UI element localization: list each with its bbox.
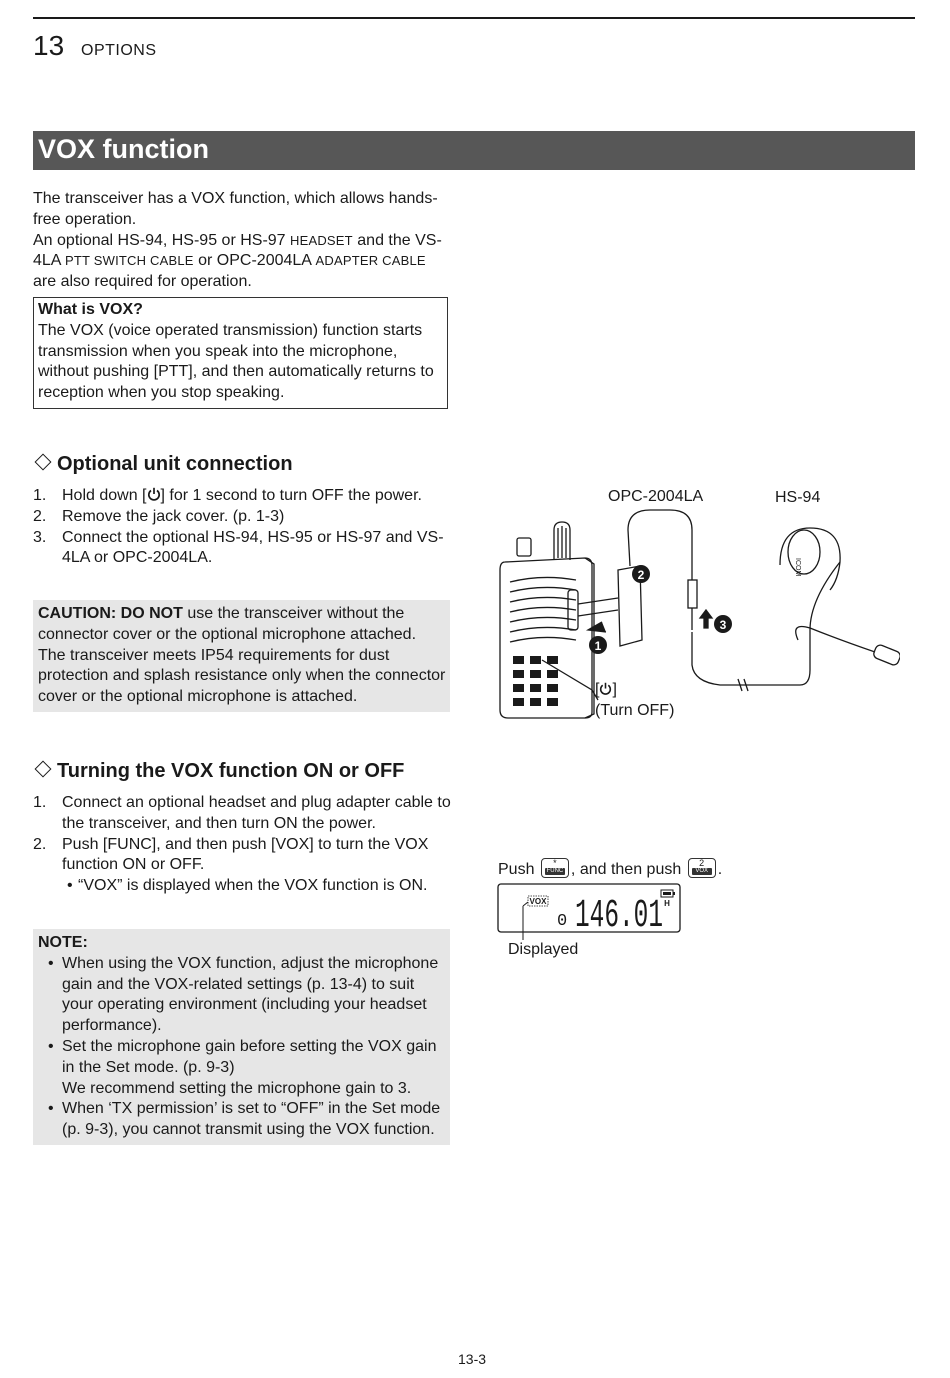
page-number: 13-3 xyxy=(458,1351,487,1367)
displayed-label: Displayed xyxy=(508,941,579,958)
lcd-power-indicator: H xyxy=(664,899,670,908)
adapter-cable-smallcaps: ADAPTER CABLE xyxy=(315,253,426,269)
lcd-vox-indicator: VOX xyxy=(529,897,547,906)
svg-text:3: 3 xyxy=(719,618,727,632)
adapter-label: OPC-2004LA xyxy=(608,488,704,505)
power-icon xyxy=(147,487,161,502)
chapter-number: 13 xyxy=(33,30,65,61)
section-title: VOX function xyxy=(38,134,209,164)
func-key-icon: * FUNC xyxy=(541,858,569,878)
speaker-grille xyxy=(510,577,576,642)
note-list xyxy=(38,954,446,1141)
what-is-vox-box xyxy=(33,297,448,409)
power-button-label: [ ] (Turn OFF) xyxy=(595,681,675,719)
headset-boom xyxy=(796,627,875,653)
callout-3 xyxy=(714,615,732,633)
vox-key-icon: 2 VOX xyxy=(688,858,716,878)
diamond-icon xyxy=(35,454,52,471)
headset-mic xyxy=(872,644,900,667)
list-item: • When ‘TX permission’ is set to “OFF” in the Set mode (p. 9-3), you cannot transmit using the VOX function. xyxy=(48,1100,441,1139)
lcd-frequency: 146.01 xyxy=(575,894,663,939)
svg-text:2: 2 xyxy=(637,568,645,582)
ptt-cable-smallcaps: PTT SWITCH CABLE xyxy=(65,253,194,269)
headset-plug xyxy=(688,580,697,608)
list-item: • Set the microphone gain before setting the VOX gain in the Set mode. (p. 9-3) We recommend setting the microphone gain to 3. xyxy=(48,1037,437,1097)
step-bullet: • “VOX” is displayed when the VOX function is ON. xyxy=(67,877,428,895)
list-item: 1. Connect an optional headset and plug adapter cable to the transceiver, and then turn ON the power. xyxy=(33,794,451,832)
intro-paragraph xyxy=(33,189,453,293)
lcd-display xyxy=(495,882,685,940)
push-instruction: Push * FUNC , and then push 2 VOX . xyxy=(498,858,723,878)
headset-label: HS-94 xyxy=(775,489,821,506)
headset-smallcaps: HEADSET xyxy=(290,232,353,248)
list-item: 3. Connect the optional HS-94, HS-95 or HS-97 and VS-4LA or OPC-2004LA. xyxy=(33,528,444,567)
turning-vox-heading: Turning the VOX function ON or OFF xyxy=(33,760,404,783)
what-is-vox-title: What is VOX? xyxy=(38,301,143,318)
note-box xyxy=(33,929,450,1145)
list-item: 2. Push [FUNC], and then push [VOX] to turn the VOX function ON or OFF. • “VOX” is displayed when the VOX function is ON. xyxy=(33,835,453,897)
arrow-3 xyxy=(700,610,712,628)
intro-text-1: The transceiver has a VOX function, which allows hands-free operation. xyxy=(33,190,438,228)
chapter-title: OPTIONS xyxy=(81,42,157,59)
keypad xyxy=(513,656,558,706)
radio-knob xyxy=(517,538,531,556)
headset-brand: ICOM xyxy=(794,558,801,577)
callout-1 xyxy=(589,636,607,654)
vox-steps xyxy=(33,793,453,897)
lcd-channel-digit: 0 xyxy=(557,912,568,931)
headset-earpiece xyxy=(788,530,820,577)
list-item: 1. Hold down [ ] for 1 second to turn OFF the power. xyxy=(33,487,422,504)
top-rule xyxy=(33,17,915,19)
power-leader xyxy=(542,660,598,700)
optional-unit-heading: Optional unit connection xyxy=(33,453,293,476)
insert-arrow xyxy=(588,622,606,632)
svg-text:1: 1 xyxy=(594,639,602,653)
note-label: NOTE: xyxy=(38,934,88,951)
list-item: 2. Remove the jack cover. (p. 1-3) xyxy=(33,507,285,525)
caution-text: use the transceiver without the connector cover or the optional microphone attached. The transceiver meets IP54 requirements for dust protection and splash resistance only when the connector cover or the optional microphone is attached. xyxy=(38,605,446,706)
section-banner xyxy=(33,131,915,170)
intro-text-2: An optional HS-94, HS-95 or HS-97 HEADSET and the VS-4LA PTT SWITCH CABLE or OPC-2004LA ADAPTER CABLE are also required for operation. xyxy=(33,231,442,291)
diamond-icon xyxy=(35,761,52,778)
what-is-vox-body: The VOX (voice operated transmission) function starts transmission when you speak into the microphone, without pushing [PTT], and then automatically returns to reception when you stop speaking. xyxy=(38,321,434,402)
power-icon xyxy=(599,682,612,696)
callout-2 xyxy=(632,565,650,583)
caution-label: CAUTION: DO NOT xyxy=(38,605,183,622)
connection-steps xyxy=(33,486,453,569)
caution-box xyxy=(33,600,450,712)
connection-illustration xyxy=(480,500,900,730)
list-item: • When using the VOX function, adjust the microphone gain and the VOX-related settings (p. 13-4) to suit your operating environment (including your headset performance). xyxy=(48,954,439,1035)
